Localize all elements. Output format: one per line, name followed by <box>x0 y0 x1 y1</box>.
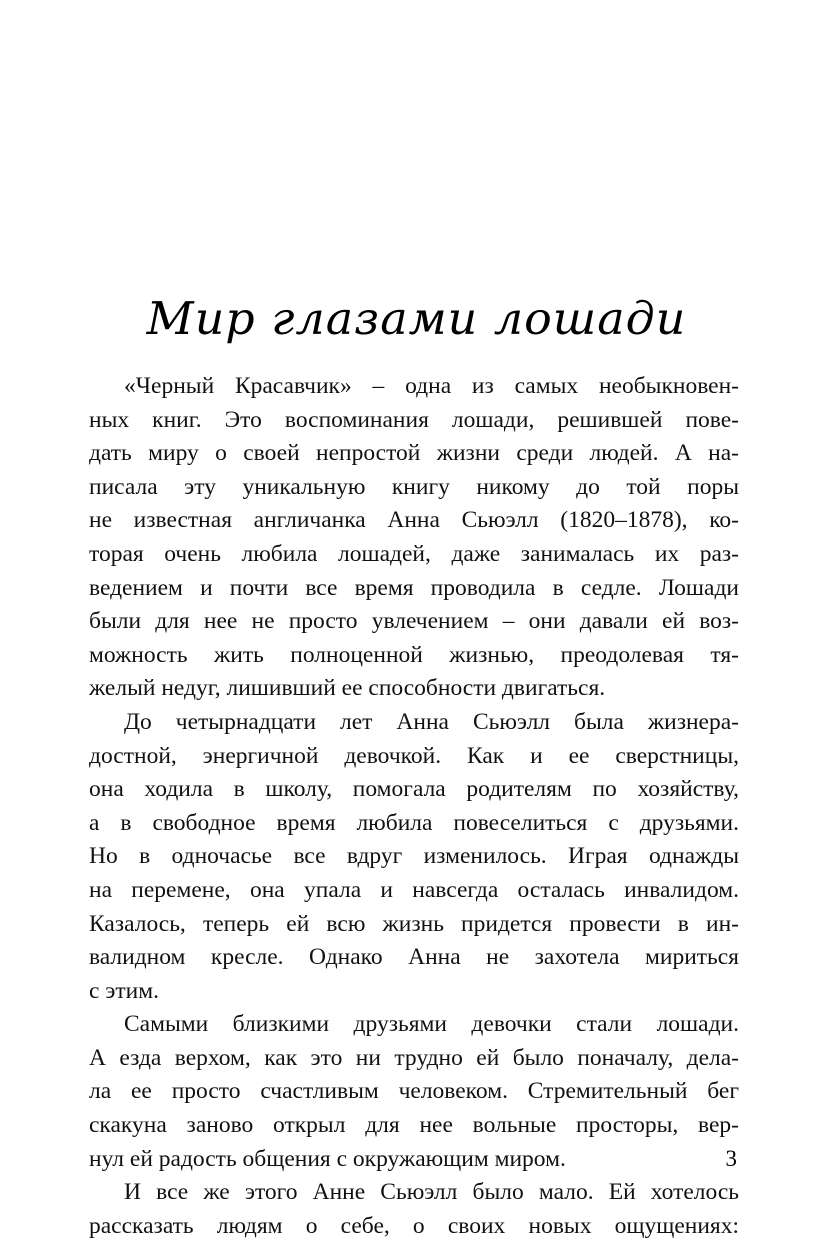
text-line: на перемене, она упала и навсегда осталась инвалидом. <box>89 876 739 903</box>
text-line: ведением и почти все время проводила в седле. Лошади <box>89 574 739 601</box>
text-line: До четырнадцати лет Анна Сьюэлл была жизнера- <box>124 708 739 735</box>
text-line: Самыми близкими друзьями девочки стали лошади. <box>124 1011 739 1038</box>
text-line: дать миру о своей непростой жизни среди людей. А на- <box>89 440 739 467</box>
text-line: скакуна заново открыл для нее вольные просторы, вер- <box>89 1112 739 1139</box>
text-line: нул ей радость общения с окружающим миром. <box>89 1145 566 1172</box>
text-line: Казалось, теперь ей всю жизнь придется провести в ин- <box>89 910 739 937</box>
page-number: 3 <box>725 1146 737 1171</box>
text-line: И все же этого Анне Сьюэлл было мало. Ей хотелось <box>124 1179 739 1206</box>
text-line: не известная англичанка Анна Сьюэлл (1820–1878), ко- <box>89 507 739 534</box>
text-line: рассказать людям о себе, о своих новых ощущениях: <box>89 1212 739 1239</box>
text-line: ла ее просто счастливым человеком. Стремительный бег <box>89 1078 739 1105</box>
text-line: она ходила в школу, помогала родителям по хозяйству, <box>89 776 739 803</box>
text-line: валидном кресле. Однако Анна не захотела мириться <box>89 944 739 971</box>
text-line: ных книг. Это воспоминания лошади, решившей пове- <box>89 406 739 433</box>
text-line: достной, энергичной девочкой. Как и ее сверстницы, <box>89 742 739 769</box>
text-line: торая очень любила лошадей, даже занималась их раз- <box>89 540 739 567</box>
body-text <box>89 370 739 1243</box>
text-line: с этим. <box>89 977 159 1004</box>
text-line: «Черный Красавчик» – одна из самых необыкновен- <box>124 373 739 399</box>
text-line: а в свободное время любила повеселиться с друзьями. <box>89 809 739 836</box>
text-line: А езда верхом, как это ни трудно ей было поначалу, дела- <box>89 1044 739 1071</box>
text-line: желый недуг, лишивший ее способности двигаться. <box>89 675 606 702</box>
chapter-title: Мир глазами лошади <box>146 292 687 345</box>
text-line: можность жить полноценной жизнью, преодолевая тя- <box>89 641 739 668</box>
text-line: были для нее не просто увлечением – они давали ей воз- <box>89 608 739 635</box>
text-line: Но в одночасье все вдруг изменилось. Играя однажды <box>89 843 739 870</box>
text-line: писала эту уникальную книгу никому до той поры <box>89 473 739 500</box>
